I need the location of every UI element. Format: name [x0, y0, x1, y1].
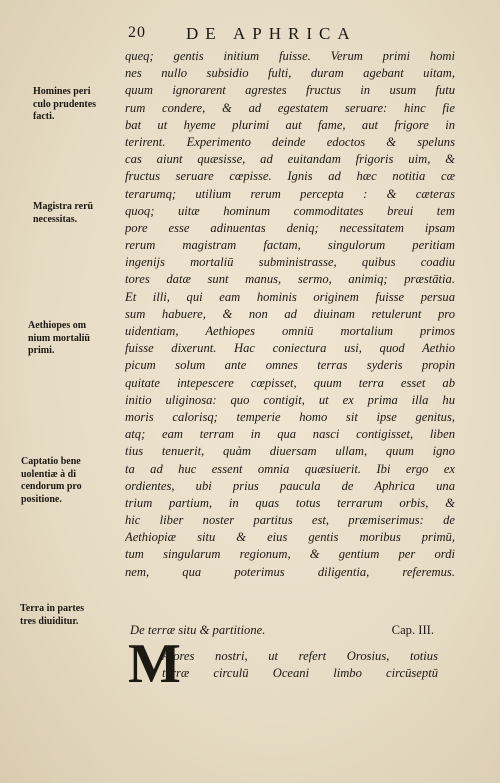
margin-note-line: necessitas. — [33, 213, 78, 225]
page-number: 20 — [128, 24, 146, 41]
text-line: moris calorisq; temperie homo sit ipse genitus, — [125, 409, 455, 424]
margin-note-line: nium mortaliū — [28, 332, 90, 344]
margin-note-captatio — [21, 456, 82, 506]
body-text — [125, 48, 455, 581]
text-line: hic liber noster partitus est, præmiserimus: de — [125, 513, 455, 528]
text-line: ordientes, ubi prius paucula de Aphrica una — [125, 478, 455, 493]
text-line: quoq; uitæ hominum commoditates breui tem — [125, 203, 455, 218]
chapter-opening-text — [162, 648, 438, 682]
chapter-title: De terræ situ & partitione. — [130, 623, 266, 637]
text-line: terirent. Experimento deinde edoctos & speluns — [125, 134, 455, 149]
text-line: pore esse adinuentas deniq; necessitatem ipsam — [125, 220, 455, 235]
margin-note-line: facti. — [33, 111, 55, 122]
text-line: tius tenuerit, quàm diuersam ullam, quum igno — [125, 444, 455, 459]
text-line: Et illi, qui eam hominis originem fuisse persua — [125, 289, 455, 304]
text-line: picum solum ante omnes terras syderis propin — [125, 358, 455, 373]
text-line: atq; eam terram in qua nasci contigisset, liben — [125, 427, 455, 442]
text-line: cas aiunt quæsisse, ad euitandam frigoris uim, & — [125, 152, 455, 167]
margin-note-line: Homines peri — [33, 86, 91, 97]
text-line: quitate intepescere cœpisset, quum terra esset ab — [125, 375, 455, 390]
text-line: queq; gentis initium fuisse. Verum primi homi — [125, 49, 455, 63]
margin-note-line: uolentiæ à di — [21, 468, 77, 480]
text-line: terræ circulū Oceani limbo circūseptū — [162, 666, 438, 681]
running-title: DE APHRICA — [186, 24, 357, 43]
text-line: tum singularum regionum, & gentium per ordi — [125, 547, 455, 562]
margin-note-line: Aethiopes om — [28, 320, 87, 331]
margin-note-line: tres diuiditur. — [20, 615, 79, 627]
drop-cap: M — [128, 633, 181, 695]
text-line: initio uliginosa: quo contigit, ut ex prima illa hu — [125, 392, 455, 407]
text-line: fuisse dixerunt. Hac coniectura usi, quod Aethio — [125, 341, 455, 356]
margin-notes — [0, 0, 125, 783]
margin-note-line: positione. — [21, 493, 62, 505]
margin-note-line: Terra in partes — [20, 603, 85, 614]
text-line: sum habuere, & non ad diuinam retulerunt pro — [125, 306, 455, 321]
text-line: bat ut hyeme plurimi aut fame, aut frigore in — [125, 117, 455, 132]
margin-note-homines — [33, 86, 96, 124]
text-line: nes nullo subsidio fulti, duram agebant uitam, — [125, 66, 455, 81]
text-line: rum condere, & ad egestatem seruare: hinc fie — [125, 100, 455, 115]
text-line: Aethiopiæ situ & eius gentis moribus primū, — [125, 530, 455, 545]
margin-note-line: Captatio bene — [21, 456, 81, 467]
margin-note-line: cendorum pro — [21, 481, 82, 492]
margin-note-terra — [20, 603, 84, 628]
text-line: quum ignorarent agrestes fructus in usum futu — [125, 83, 455, 98]
text-line: tores datæ sunt manus, sermo, animiq; præstātia. — [125, 272, 455, 287]
text-line: fructus seruare cœpisse. Ignis ad hæc notitia cæ — [125, 169, 455, 184]
chapter-label: Cap. III. — [391, 623, 434, 637]
text-line: ta ad huc essent omnia quæsiuerit. Ibi ergo ex — [125, 461, 455, 476]
margin-note-line: Magistra rerū — [33, 201, 94, 212]
margin-note-aethiopes — [28, 320, 90, 358]
margin-note-line: primi. — [28, 345, 55, 356]
text-line: nem, qua poterimus diligentia, referemus. — [125, 564, 455, 579]
text-line: terarumq; utilium rerum percepta : & cæteras — [125, 186, 455, 201]
text-line: trium partium, in quas totus terrarum orbis, & — [125, 495, 455, 510]
text-line: uidentiam, Aethiopes omniū mortalium primos — [125, 324, 455, 338]
text-line: rerum magistram factam, singulorum peritiam — [125, 238, 455, 253]
margin-note-magistra — [33, 201, 93, 226]
text-line: ingenijs mortaliū subministrasse, quibus coadiu — [125, 255, 455, 270]
text-line: Aiores nostri, ut refert Orosius, totius — [162, 649, 438, 663]
margin-note-line: culo prudentes — [33, 98, 97, 110]
